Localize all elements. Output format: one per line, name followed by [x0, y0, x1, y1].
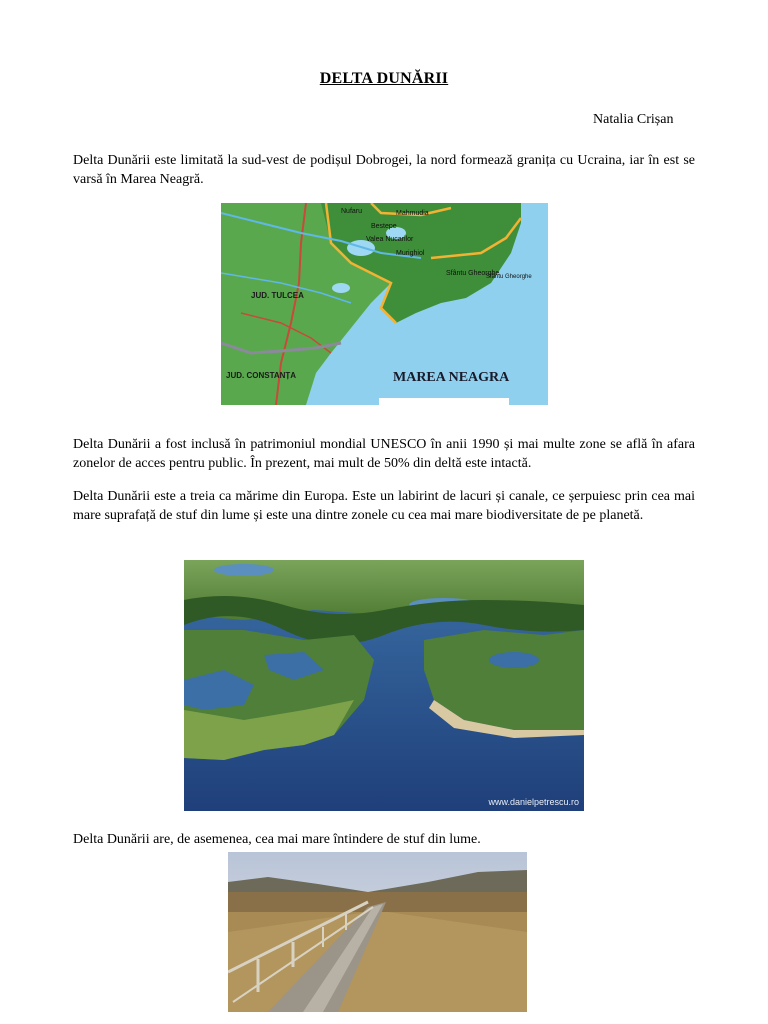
paragraph-size: Delta Dunării este a treia ca mărime din Europa. Este un labirint de lacuri și canale, ce șerpuiesc prin cea mai mare suprafață de stuf din lume și este una dintre zonele cu cea mai mare biodiversitate de pe planetă. [73, 489, 695, 523]
aerial-delta-photo [184, 560, 584, 811]
photo-watermark: www.danielpetrescu.ro [488, 797, 579, 807]
map-label-sfantu-gheorghe: Sfântu Gheorghe [446, 270, 500, 277]
paragraph-reeds: Delta Dunării are, de asemenea, cea mai mare întindere de stuf din lume. [73, 832, 481, 847]
map-label-jud-constanta: JUD. CONSTANȚA [226, 371, 297, 380]
paragraph-unesco: Delta Dunării a fost inclusă în patrimoniul mondial UNESCO în anii 1990 și mai multe zone se află în afara zonelor de acces pentru public. În prezent, mai mult de 50% din deltă este intactă. [73, 437, 695, 471]
map-label-sea: MAREA NEAGRA [393, 370, 510, 385]
map-label-bestepe: Bestepe [371, 223, 397, 230]
map-label-murighiol: Murighiol [396, 250, 425, 257]
map-label-jud-tulcea: JUD. TULCEA [251, 291, 304, 300]
reeds-boardwalk-photo [228, 852, 527, 1012]
map-label-valea-nucarilor: Valea Nucarilor [366, 236, 414, 243]
author-name: Natalia Crișan [593, 112, 674, 127]
map-label-nufaru: Nufaru [341, 208, 363, 215]
delta-map-image [221, 203, 548, 405]
paragraph-intro: Delta Dunării este limitată la sud-vest de podișul Dobrogei, la nord formează granița cu Ucraina, iar în est se varsă în Marea Neagră. [73, 153, 695, 187]
map-label-mahmudia: Mahmudia [396, 210, 429, 217]
document-title: DELTA DUNĂRII [319, 70, 449, 87]
map-label-sfantu-gheorghe-2: Sfântu Gheorghe [486, 274, 532, 280]
